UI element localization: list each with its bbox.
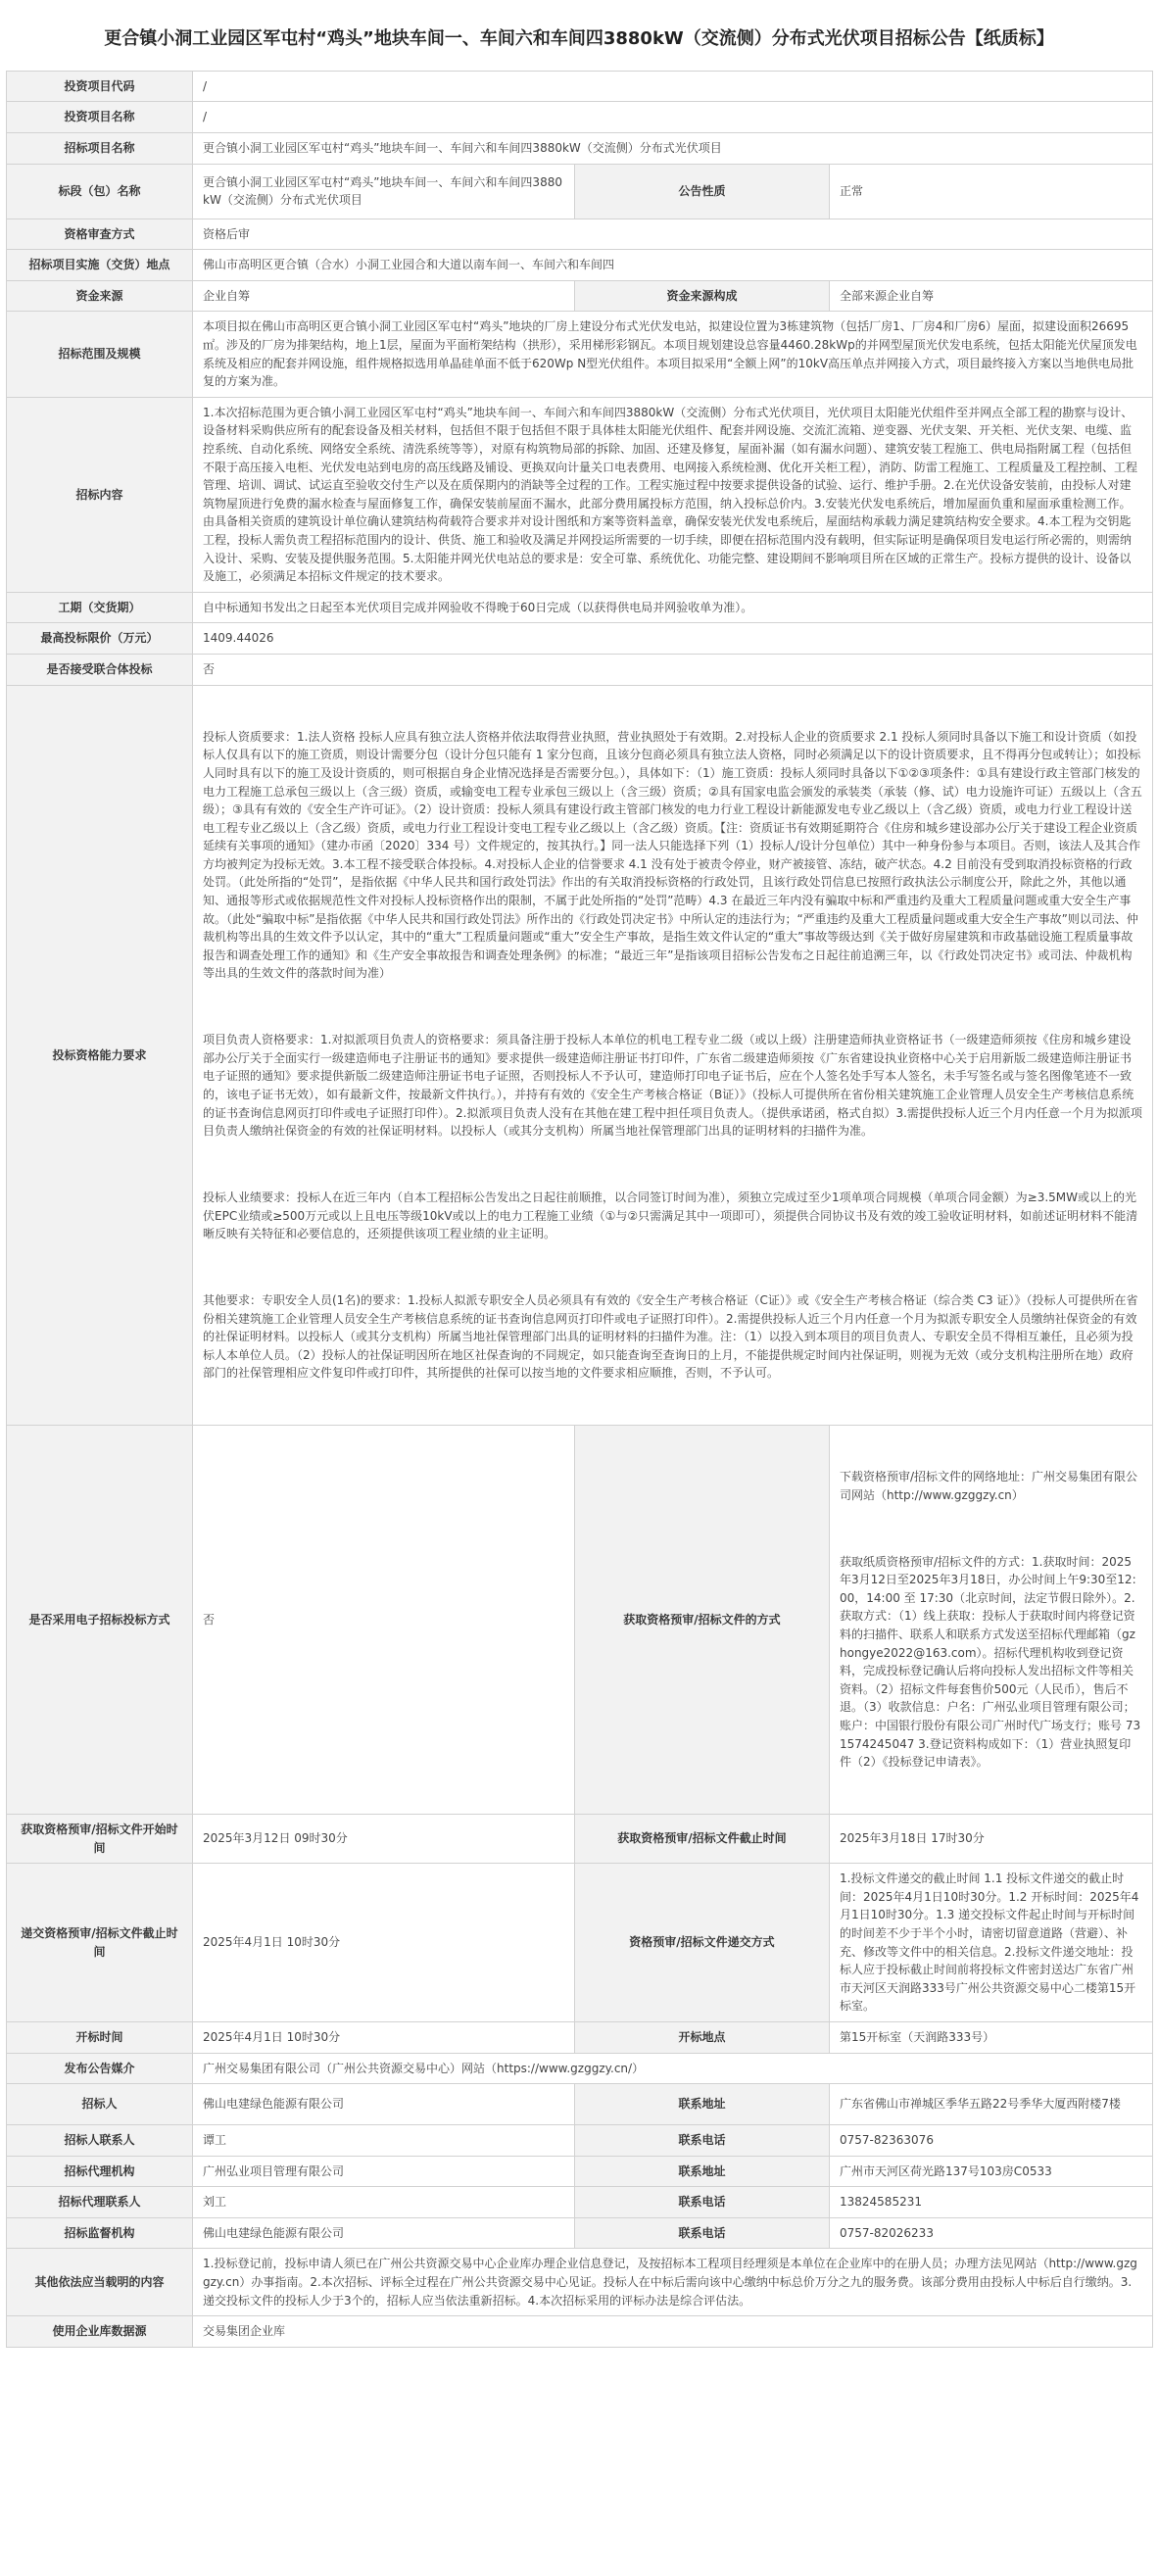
period-label: 工期（交货期）: [7, 592, 193, 623]
announcement-nature-value: 正常: [830, 164, 1153, 219]
obtain-start-value: 2025年3月12日 09时30分: [193, 1814, 575, 1863]
qualification-value: [193, 685, 1153, 1426]
other-value: 1.投标登记前，投标申请人须已在广州公共资源交易中心企业库办理企业信息登记，及按招标本工程项目经理须是本单位在企业库中的在册人员；办理方法见网站（http://www.gzggzy.cn）办事指南。2.本次招标、评标全过程在广州公共资源交易中心见证。投标人在中标后需向该中心缴纳中标总价万分之九的服务费。该部分费用由投标人中标后自行缴纳。3.递交投标文件的投标人少于3个的，招标人应当依法重新招标。4.本次招标采用的评标办法是综合评估法。: [193, 2249, 1153, 2316]
tenderer-contact-label: 招标人联系人: [7, 2125, 193, 2157]
media-value: 广州交易集团有限公司（广州公共资源交易中心）网站（https://www.gzggzy.cn/）: [193, 2053, 1153, 2084]
project-code-label: 投资项目代码: [7, 71, 193, 102]
row-review-method: [7, 219, 1153, 250]
row-other: [7, 2249, 1153, 2316]
row-supervisor: [7, 2217, 1153, 2249]
project-name-label: 投资项目名称: [7, 102, 193, 133]
consortium-label: 是否接受联合体投标: [7, 654, 193, 685]
row-agency-contact: [7, 2187, 1153, 2218]
media-label: 发布公告媒介: [7, 2053, 193, 2084]
row-tenderer-contact: [7, 2125, 1153, 2157]
supervisor-phone-label: 联系电话: [575, 2217, 830, 2249]
agency-phone-value: 13824585231: [830, 2187, 1153, 2218]
scope-value: 本项目拟在佛山市高明区更合镇小洞工业园区军屯村“鸡头”地块的厂房上建设分布式光伏发电站，拟建设位置为3栋建筑物（包括厂房1、厂房4和厂房6）屋面，拟建设面积26695㎡。涉及的厂房为排架结构，地上1层，屋面为平面桁架结构（拱形），采用梯形彩钢瓦。本项目规划建设总容量4460.28kWp的并网型屋顶光伏发电系统，包括太阳能光伏屋顶发电系统及相应的配套并网设施，组件规格拟选用单晶硅单面不低于620Wp N型光伏组件。本项目拟采用“全额上网”的10kV高压单点并网接入方式，项目最终接入方案以当地供电局批复的方案为准。: [193, 312, 1153, 397]
qualification-performance-paragraph: 投标人业绩要求：投标人在近三年内（自本工程招标公告发出之日起往前顺推，以合同签订时间为准），须独立完成过至少1项单项合同规模（单项合同金额）为≥3.5MW或以上的光伏EPC业绩或≥500万元或以上且电压等级10kV或以上的电力工程施工业绩（①与②只需满足其中一项即可），须提供合同协议书及有效的竣工验收证明材料，如前述证明材料不能清晰反映有关特征和必要信息的，还须提供该项工程业绩的业主证明。: [203, 1190, 1138, 1241]
row-qualification: [7, 685, 1153, 1426]
consortium-value: 否: [193, 654, 1153, 685]
agency-contact-label: 招标代理联系人: [7, 2187, 193, 2218]
agency-value: 广州弘业项目管理有限公司: [193, 2156, 575, 2187]
tenderer-phone-label: 联系电话: [575, 2125, 830, 2157]
location-label: 招标项目实施（交货）地点: [7, 250, 193, 281]
row-funds: [7, 280, 1153, 312]
row-ceiling-price: [7, 623, 1153, 655]
enterprise-library-value: 交易集团企业库: [193, 2316, 1153, 2348]
tenderer-address-value: 广东省佛山市禅城区季华五路22号季华大厦西附楼7楼: [830, 2084, 1153, 2125]
row-tenderer: [7, 2084, 1153, 2125]
submit-method-value: 1.投标文件递交的截止时间 1.1 投标文件递交的截止时间：2025年4月1日10时30分。1.2 开标时间：2025年4月1日10时30分。1.3 递交投标文件起止时间与开标时间的时间差不少于半个小时，请密切留意道路（营避）、补充、修改等文件中的相关信息。2.投标文件递交地址：投标人应于投标截止时间前将投标文件密封送达广东省广州市天河区天润路333号广州公共资源交易中心二楼第15开标室。: [830, 1864, 1153, 2022]
qualification-other-paragraph: 其他要求：专职安全人员(1名)的要求：1.投标人拟派专职安全人员必须具有有效的《安全生产考核合格证（C证）》或《安全生产考核合格证（综合类 C3 证）》（投标人可提供所在省份相关建筑施工企业管理人员安全生产考核信息系统的证书查询信息网页打印件或电子证照打印件）。2.需提供投标人近三个月内任意一个月为拟派专职安全人员缴纳社保资金的有效的社保证明材料。以投标人（或其分支机构）所属当地社保管理部门出具的证明材料的扫描件为准。注：（1）以投入到本项目的项目负责人、专职安全员不得相互兼任，且必须为投标人本单位人员。（2）投标人的社保证明因所在地区社保查询的不同规定，如只能查询至查询日的上月，不能提供规定时间内社保证明，则视为无效（或分支机构注册所在地）政府部门的社保管理相应文件复印件或打印件，其所提供的社保可以按当地的文件要求相应顺推，否则，不予认可。: [203, 1292, 1138, 1381]
submit-method-label: 资格预审/招标文件递交方式: [575, 1864, 830, 2022]
funds-structure-label: 资金来源构成: [575, 280, 830, 312]
qualification-bidder-paragraph: 投标人资质要求：1.法人资格 投标人应具有独立法人资格并依法取得营业执照，营业执照处于有效期。2.对投标人企业的资质要求 2.1 投标人须同时具备以下施工和设计资质（如投标人仅具有以下的施工资质，则设计需要分包（设计分包只能有 1 家分包商，且该分包商必须具有独立法人资格，同时必须满足以下的设计资质要求，且不得再分包或转让）；如投标人同时具有以下的施工及设计资质的，则可根据自身企业情况选择是否需要分包。），具体如下：（1）施工资质：投标人须同时具备以下①②③项条件：①具有建设行政主管部门核发的电力工程施工总承包三级以上（含三级）资质，或输变电工程专业承包三级以上（含三级）资质；②具有国家电监会颁发的承装类（承装（修、试）电力设施许可证）五级以上（含五级）；③具有有效的《安全生产许可证》。（2）设计资质：投标人须具有建设行政主管部门核发的电力行业工程设计新能源发电专业乙级以上（含乙级）资质，或电力行业工程设计送电工程专业乙级以上（含乙级）资质，或电力行业工程设计变电工程专业乙级以上（含乙级）资质。【注：资质证书有效期延期符合《住房和城乡建设部办公厅关于建设工程企业资质延续有关事项的通知》（建办市函〔2020〕334 号）文件规定的，按其执行。】同一法人只能选择下列（1）投标人/设计分包单位）其中一种身份参与本项目。否则，该法人及其合作方均被判定为投标无效。3.本工程不接受联合体投标。4.对投标人企业的信誉要求 4.1 没有处于被责令停业，财产被接管、冻结，破产状态。4.2 目前没有受到取消投标资格的行政处罚。（此处所指的“处罚”，是指依据《中华人民共和国行政处罚法》作出的有关取消投标资格的行政处罚，且该行政处罚信息已按照行政执法公示制度公开，除此之外，其他以通知、通报等形式或依据规范性文件对投标人投标资格作出的限制，不属于此处所指的“处罚”范畴）4.3 在最近三年内没有骗取中标和严重违约及重大工程质量问题或重大安全生产事故。（此处“骗取中标”是指依据《中华人民共和国行政处罚法》所作出的《行政处罚决定书》中所认定的违法行为；“严重违约及重大工程质量问题或重大安全生产事故”则以司法、仲裁机构等出具的生效文件予以认定，其中的“重大”工程质量问题或“重大”安全生产事故，是指生效文件认定的“重大”事故等级达到《关于做好房屋建筑和市政基础设施工程质量事故报告和调查处理工作的通知》和《生产安全事故报告和调查处理条例》的标准；“最近三年”是指该项目招标公告发布之日起往前追溯三年，以《行政处罚决定书》或司法、仲裁机构等出具的生效文件的落款时间为准）: [203, 729, 1142, 981]
ceiling-price-value: 1409.44026: [193, 623, 1153, 655]
row-period: [7, 592, 1153, 623]
lot-name-value: 更合镇小洞工业园区军屯村“鸡头”地块车间一、车间六和车间四3880kW（交流侧）分布式光伏项目: [193, 164, 575, 219]
row-electronic: [7, 1426, 1153, 1815]
obtain-method-paper: 获取纸质资格预审/招标文件的方式：1.获取时间：2025年3月12日至2025年3月18日，办公时间上午9:30至12:00，14:00 至 17:30（北京时间，法定节假日除外）。2.获取方式：（1）线上获取：投标人于获取时间内将登记资料的扫描件、联系人和联系方式发送至招标代理邮箱（gzhongye2022@163.com）。招标代理机构收到登记资料，完成投标登记确认后将向投标人发出招标文件等相关资料。（2）招标文件每套售价500元（人民币），售后不退。（3）收款信息：户名：广州弘业项目管理有限公司；账户：中国银行股份有限公司广州时代广场支行；账号 731574245047 3.登记资料构成如下：（1）营业执照复印件（2）《投标登记申请表》。: [840, 1554, 1141, 1770]
qualification-manager-paragraph: 项目负责人资格要求：1.对拟派项目负责人的资格要求：须具备注册于投标人本单位的机电工程专业二级（或以上级）注册建造师执业资格证书（一级建造师须按《住房和城乡建设部办公厅关于全面实行一级建造师电子注册证书的通知》要求提供一级建造师注册证书打印件，广东省二级建造师须按《广东省建设执业资格中心关于启用新版二级建造师注册证书电子证照的通知》要求提供新版二级建造师注册证书电子证照，否则投标人不予认可，建造师打印电子证书后，应在个人签名处手写本人签名，未手写签名或与签名图像笔迹不一致的，该电子证书无效），如有最新文件，按最新文件执行。），并持有有效的《安全生产考核合格证（B证）》（投标人可提供所在省份相关建筑施工企业管理人员安全生产考核信息系统的证书查询信息网页打印件或电子证照打印件）。2.拟派项目负责人没有在其他在建工程中担任项目负责人。（提供承诺函，格式自拟）3.需提供投标人近三个月内任意一个月为拟派项目负责人缴纳社保资金的有效的社保证明材料。以投标人（或其分支机构）所属当地社保管理部门出具的证明材料的扫描件为准。: [203, 1033, 1142, 1139]
announcement-title: 更合镇小洞工业园区军屯村“鸡头”地块车间一、车间六和车间四3880kW（交流侧）分布式光伏项目招标公告【纸质标】: [104, 28, 1054, 49]
row-agency: [7, 2156, 1153, 2187]
obtain-method-value: [830, 1426, 1153, 1815]
row-project-name: [7, 102, 1153, 133]
agency-phone-label: 联系电话: [575, 2187, 830, 2218]
tenderer-phone-value: 0757-82363076: [830, 2125, 1153, 2157]
row-scope: [7, 312, 1153, 397]
electronic-label: 是否采用电子招标投标方式: [7, 1426, 193, 1815]
content-label: 招标内容: [7, 397, 193, 592]
tender-name-label: 招标项目名称: [7, 133, 193, 165]
obtain-end-label: 获取资格预审/招标文件截止时间: [575, 1814, 830, 1863]
row-lot-name: [7, 164, 1153, 219]
supervisor-phone-value: 0757-82026233: [830, 2217, 1153, 2249]
row-media: [7, 2053, 1153, 2084]
row-content: [7, 397, 1153, 592]
lot-name-label: 标段（包）名称: [7, 164, 193, 219]
opening-place-label: 开标地点: [575, 2021, 830, 2053]
obtain-method-label: 获取资格预审/招标文件的方式: [575, 1426, 830, 1815]
period-value: 自中标通知书发出之日起至本光伏项目完成并网验收不得晚于60日完成（以获得供电局并网验收单为准）。: [193, 592, 1153, 623]
funds-value: 企业自筹: [193, 280, 575, 312]
tenderer-label: 招标人: [7, 2084, 193, 2125]
row-obtain-time: [7, 1814, 1153, 1863]
tenderer-contact-value: 谭工: [193, 2125, 575, 2157]
agency-address-label: 联系地址: [575, 2156, 830, 2187]
tender-name-value: 更合镇小洞工业园区军屯村“鸡头”地块车间一、车间六和车间四3880kW（交流侧）分布式光伏项目: [193, 133, 1153, 165]
supervisor-value: 佛山电建绿色能源有限公司: [193, 2217, 575, 2249]
submit-deadline-value: 2025年4月1日 10时30分: [193, 1864, 575, 2022]
obtain-end-value: 2025年3月18日 17时30分: [830, 1814, 1153, 1863]
announcement-nature-label: 公告性质: [575, 164, 830, 219]
row-consortium: [7, 654, 1153, 685]
funds-structure-value: 全部来源企业自筹: [830, 280, 1153, 312]
tenderer-address-label: 联系地址: [575, 2084, 830, 2125]
tender-info-table: [6, 71, 1153, 2348]
scope-label: 招标范围及规模: [7, 312, 193, 397]
project-code-value: /: [193, 71, 1153, 102]
electronic-value: 否: [193, 1426, 575, 1815]
funds-label: 资金来源: [7, 280, 193, 312]
opening-place-value: 第15开标室（天润路333号）: [830, 2021, 1153, 2053]
row-project-code: [7, 71, 1153, 102]
opening-time-value: 2025年4月1日 10时30分: [193, 2021, 575, 2053]
row-tender-name: [7, 133, 1153, 165]
supervisor-label: 招标监督机构: [7, 2217, 193, 2249]
enterprise-library-label: 使用企业库数据源: [7, 2316, 193, 2348]
other-label: 其他依法应当载明的内容: [7, 2249, 193, 2316]
obtain-start-label: 获取资格预审/招标文件开始时间: [7, 1814, 193, 1863]
obtain-method-download: 下载资格预审/招标文件的网络地址：广州交易集团有限公司网站（http://www.gzggzy.cn）: [840, 1470, 1138, 1502]
content-value: 1.本次招标范围为更合镇小洞工业园区军屯村“鸡头”地块车间一、车间六和车间四3880kW（交流侧）分布式光伏项目，光伏项目太阳能光伏组件至并网点全部工程的勘察与设计、设备材料采购供应所有的配套设备及相关材料，包括但不限于包括但不限于具体桂太阳能光伏组件、配套并网设施、交流汇流箱、逆变器、光伏支架、开关柜、光伏支架、电缆、监控系统、自动化系统、网络安全系统、清洗系统等等），对原有构筑物局部的拆除、加固、还建及修复，屋面补漏（如有漏水问题）、建筑安装工程施工、供电局指附属工程（包括但不限于高压接入电柜、光伏发电站到电房的高压线路及铺设、更换双向计量关口电表费用、电网接入系统检测、优化开关柜工程），消防、防雷工程施工、工程质量及工程控制、工程管理、培训、调试、试运直至验收交付生产以及在质保期内的消缺等全过程的工作。工程实施过程中按要求提供设备的试验、运行、维护手册。2.在光伏设备安装前，由投标人对建筑物屋顶进行免费的漏水检查与屋面修复工作，确保安装前屋面不漏水，此部分费用属投标方范围，纳入投标总价内。3.安装光伏发电系统后，增加屋面负重和屋面承重检测工作。由具备相关资质的建筑设计单位确认建筑结构荷载符合要求并对设计图纸和方案等资料盖章，确保安装光伏发电系统后，屋面结构承载力满足建筑结构安全要求。4.本工程为交钥匙工程，投标人需负责工程招标范围内的设计、供货、施工和验收及满足并网投运所需要的一切手续，即便在招标范围内没有载明，但实际证明是确保项目发电运行所必需的，则需纳入设计、采购、安装及提供服务范围。5.太阳能并网光伏电站总的要求是：安全可靠、系统优化、功能完整、建设期间不影响项目所在区域的正常生产。投标方提供的设计、设备以及施工，必须满足本招标文件规定的技术要求。: [193, 397, 1153, 592]
location-value: 佛山市高明区更合镇（合水）小洞工业园合和大道以南车间一、车间六和车间四: [193, 250, 1153, 281]
opening-time-label: 开标时间: [7, 2021, 193, 2053]
ceiling-price-label: 最高投标限价（万元）: [7, 623, 193, 655]
review-method-label: 资格审查方式: [7, 219, 193, 250]
tenderer-value: 佛山电建绿色能源有限公司: [193, 2084, 575, 2125]
agency-contact-value: 刘工: [193, 2187, 575, 2218]
project-name-value: /: [193, 102, 1153, 133]
row-enterprise-library: [7, 2316, 1153, 2348]
agency-label: 招标代理机构: [7, 2156, 193, 2187]
submit-deadline-label: 递交资格预审/招标文件截止时间: [7, 1864, 193, 2022]
agency-address-value: 广州市天河区荷光路137号103房C0533: [830, 2156, 1153, 2187]
row-location: [7, 250, 1153, 281]
review-method-value: 资格后审: [193, 219, 1153, 250]
row-submit: [7, 1864, 1153, 2022]
row-opening: [7, 2021, 1153, 2053]
qualification-label: 投标资格能力要求: [7, 685, 193, 1426]
